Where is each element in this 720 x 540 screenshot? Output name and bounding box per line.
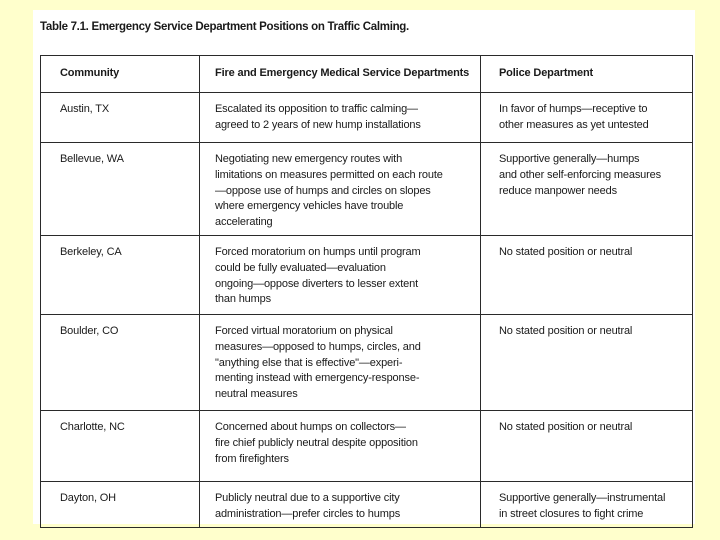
cell-line: Bellevue, WA [60, 153, 124, 165]
cell-line: menting instead with emergency-response- [215, 372, 420, 385]
cell-fire-ems [200, 236, 481, 315]
cell-line: reduce manpower needs [499, 184, 617, 197]
cell-police [481, 315, 693, 411]
cell-line: Negotiating new emergency routes with [215, 153, 403, 165]
cell-line: Publicly neutral due to a supportive city [215, 492, 400, 504]
cell-line: —oppose use of humps and circles on slopes [215, 184, 431, 197]
cell-line: fire chief publicly neutral despite opposition [215, 436, 418, 449]
cell-police [481, 236, 693, 315]
table-row [41, 236, 693, 315]
cell-line: Concerned about humps on collectors— [215, 421, 406, 433]
cell-fire-ems [200, 482, 481, 528]
cell-line: Dayton, OH [60, 492, 116, 504]
cell-fire-ems [200, 411, 481, 482]
cell-police [481, 93, 693, 143]
cell-line: in street closures to fight crime [499, 507, 644, 520]
header-fire-ems: Fire and Emergency Medical Service Departments [200, 56, 481, 93]
cell-police [481, 143, 693, 236]
cell-community [41, 93, 200, 143]
cell-line: No stated position or neutral [499, 421, 633, 433]
cell-line: limitations on measures permitted on each route [215, 168, 443, 181]
cell-community [41, 143, 200, 236]
cell-line: Forced moratorium on humps until program [215, 246, 421, 258]
header-police: Police Department [481, 56, 693, 93]
cell-line: No stated position or neutral [499, 325, 633, 337]
cell-fire-ems [200, 93, 481, 143]
cell-line: Escalated its opposition to traffic calming— [215, 103, 418, 115]
cell-community [41, 482, 200, 528]
cell-line: Charlotte, NC [60, 421, 125, 433]
cell-line: could be fully evaluated—evaluation [215, 261, 386, 274]
cell-community [41, 315, 200, 411]
cell-line: neutral measures [215, 388, 298, 401]
cell-line: administration—prefer circles to humps [215, 507, 401, 520]
cell-line: where emergency vehicles have trouble [215, 200, 404, 213]
cell-line: other measures as yet untested [499, 118, 649, 131]
cell-community [41, 411, 200, 482]
document-page [33, 10, 695, 524]
cell-line: agreed to 2 years of new hump installations [215, 118, 421, 131]
cell-police [481, 411, 693, 482]
cell-fire-ems [200, 315, 481, 411]
table-row [41, 93, 693, 143]
cell-line: Forced virtual moratorium on physical [215, 325, 393, 337]
cell-line: Austin, TX [60, 103, 110, 115]
cell-line: Berkeley, CA [60, 246, 122, 258]
cell-line: No stated position or neutral [499, 246, 633, 258]
cell-community [41, 236, 200, 315]
table-title: Table 7.1. Emergency Service Department Positions on Traffic Calming. [40, 21, 409, 33]
table-row [41, 143, 693, 236]
cell-line: and other self-enforcing measures [499, 168, 661, 181]
cell-line: ongoing—oppose diverters to lesser extent [215, 277, 418, 290]
cell-line: "anything else that is effective"—experi- [215, 356, 403, 369]
cell-line: from firefighters [215, 452, 289, 465]
cell-police [481, 482, 693, 528]
table-row [41, 482, 693, 528]
cell-fire-ems [200, 143, 481, 236]
table-row [41, 315, 693, 411]
cell-line: Supportive generally—instrumental [499, 492, 666, 504]
header-community: Community [41, 56, 200, 93]
table-row [41, 411, 693, 482]
cell-line: measures—opposed to humps, circles, and [215, 340, 421, 353]
cell-line: Boulder, CO [60, 325, 119, 337]
cell-line: accelerating [215, 216, 273, 229]
cell-line: Supportive generally—humps [499, 153, 640, 165]
positions-table [40, 55, 693, 528]
table-header-row [41, 56, 693, 93]
cell-line: In favor of humps—receptive to [499, 103, 648, 115]
cell-line: than humps [215, 293, 271, 306]
